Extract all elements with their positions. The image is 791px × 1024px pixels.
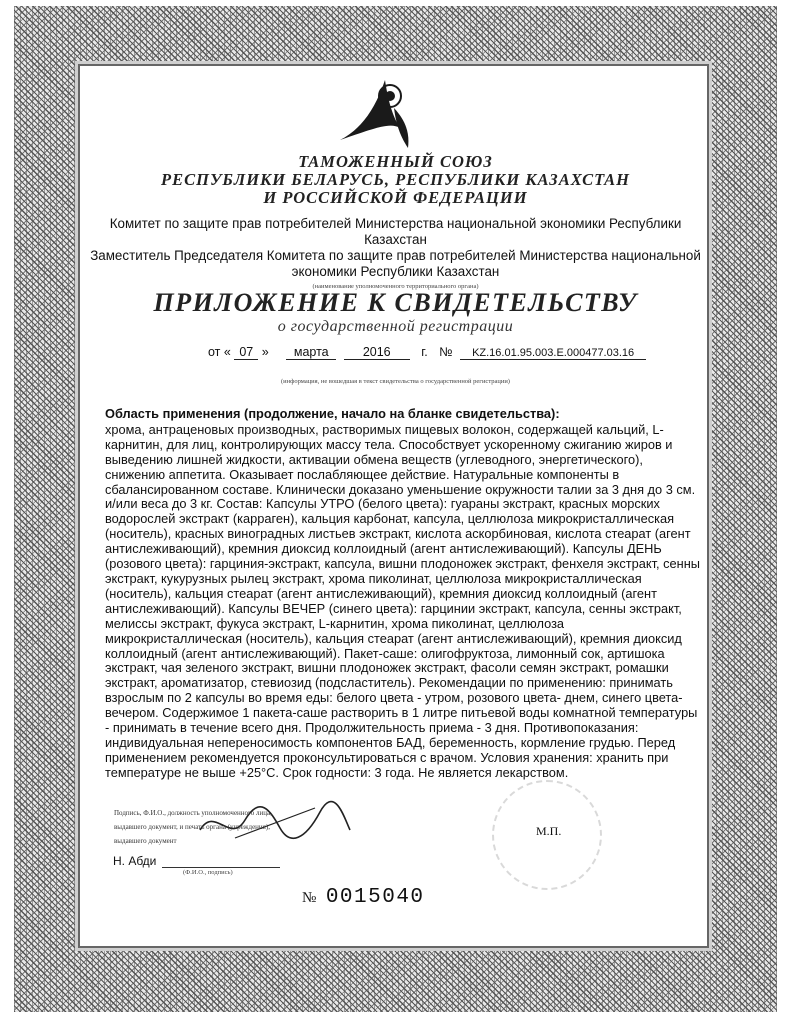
date-prefix: от « [208, 345, 231, 359]
customs-union-emblem [330, 70, 440, 152]
date-mid: » [261, 345, 269, 359]
registration-number: KZ.16.01.95.003.Е.000477.03.16 [460, 347, 646, 360]
application-area-heading: Область применения (продолжение, начало на бланке свидетельства): [105, 406, 560, 421]
application-area-text [105, 407, 703, 781]
serial-value: 0015040 [325, 886, 425, 909]
authority-line4: экономики Республики Казахстан [291, 264, 500, 279]
union-title-line2: РЕСПУБЛИКИ БЕЛАРУСЬ, РЕСПУБЛИКИ КАЗАХСТАН [161, 170, 630, 189]
application-area-body: хрома, антраценовых производных, растворимых пищевых волокон, содержащей кальций, L-карнитин, для лиц, контролирующих массу тела. Способствует ускоренному сжиганию жиров и выведению лишней жидкости, активации обмена веществ (углеводного, энергетического), снижению аппетита. Оказывает послабляющее действие. Натуральные компоненты в сбалансированном составе. Клинически доказано уменьшение окружности талии за 3 дня до 3 см. и/или веса до 3 кг. Состав: Капсулы УТРО (белого цвета): гуараны экстракт, красных морских водорослей экстракт (карраген), кальция карбонат, капсула, целлюлоза микрокристаллическая (носитель), красных виноградных листьев экстракт, кислота аскорбиновая, кислота стеарат (агент антислеживающий), кремния диоксид коллоидный (агент антислеживающий). Капсулы ДЕНЬ (розового цвета): гарциния-экстракт, капсула, вишни плодоножек экстракт, фенхеля экстракт, сенны экстракт, кукурузных рылец экстракт, хрома пиколинат, целлюлоза микрокристаллическая (носитель), кальция стеарат (агент антислеживающий), кремния диоксид коллоидный (агент антислеживающий). Капсулы ВЕЧЕР (синего цвета): гарцинии экстракт, капсула, сенны экстракт, мелиссы экстракт, фукуса экстракт, L-карнитин, хрома пиколинат, целлюлоза микрокристаллическая (носитель), кальция стеарат (агент антислеживающий), кремния диоксид коллоидный (агент антислеживающий). Пакет-саше: олигофруктоза, лимонный сок, артишока экстракт, чая зеленого экстракт, вишни плодоножек экстракт, фасоли семян экстракт, ромашки экстракт, ароматизатор, стевиозид (подсластитель). Рекомендации по применению: принимать взрослым по 2 капсулы во время еды: белого цвета - утром, розового цвета- днем, синего цвета- вечером. Содержимое 1 пакета-саше растворить в 1 литре питьевой воды комнатной температуры - принимать в течение всего дня. Продолжительность приема - 3 дня. Противопоказания: индивидуальная непереносимость компонентов БАД, беременность, кормление грудью. Перед применением рекомендуется проконсультироваться с врачом. Условия хранения: хранить при температуре не выше +25°С. Срок годности: 3 года. Не является лекарством. [105, 421, 701, 780]
date-caption: (информация, не вошедшая в текст свидетельства о государственной регистрации) [281, 378, 510, 385]
serial-number [302, 886, 425, 909]
date-number-label: № [439, 345, 453, 359]
serial-symbol: № [302, 890, 318, 906]
date-day: 07 [234, 345, 258, 360]
document-title: ПРИЛОЖЕНИЕ К СВИДЕТЕЛЬСТВУ [153, 288, 638, 317]
union-title-line1: ТАМОЖЕННЫЙ СОЮЗ [298, 152, 493, 171]
stamp-place-label: М.П. [536, 824, 562, 838]
authority-line3: Заместитель Председателя Комитета по защите прав потребителей Министерства национальной [90, 248, 701, 263]
signature-caption: (Ф.И.О., подпись) [183, 869, 233, 876]
authority-caption: (наименование уполномоченного территориального органа) [312, 283, 479, 290]
authority-line2: Казахстан [364, 232, 427, 247]
signatory-name: Н. Абди [113, 854, 157, 868]
document-subtitle: о государственной регистрации [277, 318, 514, 335]
date-year: 2016 [344, 345, 410, 360]
date-line [208, 345, 646, 360]
signature-label-line2: выдавшего документ, и печать органа (учреждения), [114, 823, 270, 831]
signature-label-line1: Подпись, Ф.И.О., должность уполномоченного лица, [114, 809, 272, 817]
signature-label-line3: выдавшего документ [114, 837, 177, 845]
authority-line1: Комитет по защите прав потребителей Министерства национальной экономики Республики [109, 216, 682, 231]
date-year-suffix: г. [421, 345, 428, 359]
union-title-line3: И РОССИЙСКОЙ ФЕДЕРАЦИИ [263, 188, 528, 207]
signature-line [162, 867, 280, 868]
date-month: марта [286, 345, 336, 360]
